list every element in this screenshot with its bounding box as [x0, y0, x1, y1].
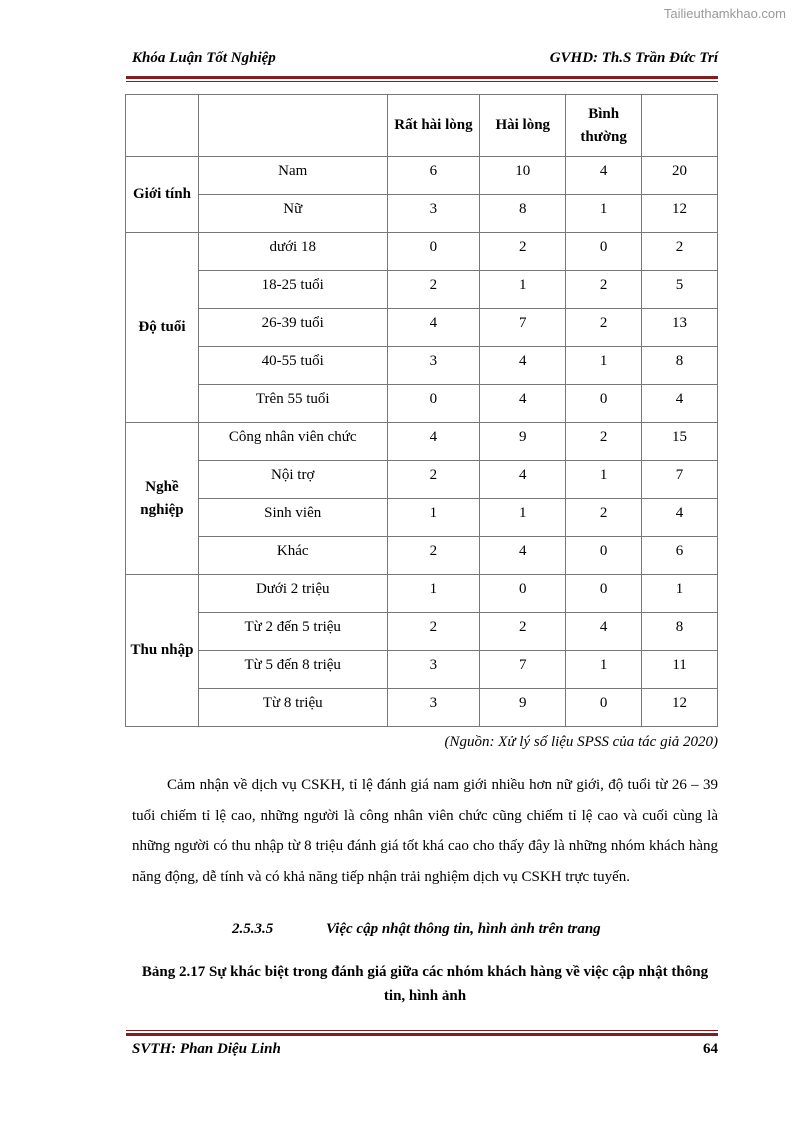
- section-heading: [232, 921, 601, 938]
- section-number: 2.5.3.5: [232, 921, 274, 937]
- row-label: Nội trợ: [198, 461, 387, 499]
- source-note: (Nguồn: Xử lý số liệu SPSS của tác giả 2020): [444, 734, 718, 750]
- row-label: Sinh viên: [198, 499, 387, 537]
- table-row: [126, 309, 718, 347]
- table-cell: 2: [480, 233, 566, 271]
- table-cell: 2: [387, 537, 480, 575]
- table-cell: 7: [642, 461, 718, 499]
- table-cell: 0: [387, 385, 480, 423]
- table-cell: 2: [566, 309, 642, 347]
- table-cell: 6: [387, 157, 480, 195]
- table-cell: 1: [480, 271, 566, 309]
- table-cell: 2: [387, 271, 480, 309]
- table-cell: 5: [642, 271, 718, 309]
- table-cell: 8: [480, 195, 566, 233]
- table-cell: 2: [566, 499, 642, 537]
- table-cell: 4: [480, 385, 566, 423]
- table-cell: 8: [642, 613, 718, 651]
- table-cell: 11: [642, 651, 718, 689]
- table-header-row: [126, 95, 718, 157]
- survey-table-body: [126, 95, 718, 727]
- table-cell: 1: [642, 575, 718, 613]
- table-cell: 12: [642, 689, 718, 727]
- header-empty-cell: [198, 95, 387, 157]
- table-cell: 2: [566, 423, 642, 461]
- table-row: [126, 537, 718, 575]
- table-cell: 0: [387, 233, 480, 271]
- footer-rule-thin: [126, 1030, 718, 1031]
- group-label: Độ tuổi: [126, 233, 199, 423]
- header-right: GVHD: Th.S Trần Đức Trí: [549, 50, 718, 66]
- table-row: [126, 651, 718, 689]
- table-cell: 1: [566, 461, 642, 499]
- table-cell: 9: [480, 689, 566, 727]
- table-cell: 3: [387, 651, 480, 689]
- table-cell: 1: [480, 499, 566, 537]
- header-rule-thick: [126, 76, 718, 79]
- table-cell: 9: [480, 423, 566, 461]
- table-row: [126, 499, 718, 537]
- table-cell: 2: [642, 233, 718, 271]
- row-label: 18-25 tuổi: [198, 271, 387, 309]
- table-cell: 0: [480, 575, 566, 613]
- table-cell: 0: [566, 385, 642, 423]
- table-row: [126, 613, 718, 651]
- row-label: Dưới 2 triệu: [198, 575, 387, 613]
- row-label: Từ 5 đến 8 triệu: [198, 651, 387, 689]
- group-label: Thu nhập: [126, 575, 199, 727]
- row-label: 40-55 tuổi: [198, 347, 387, 385]
- table-cell: 2: [387, 613, 480, 651]
- table-cell: 0: [566, 689, 642, 727]
- column-header: Rất hài lòng: [387, 95, 480, 157]
- table-row: [126, 271, 718, 309]
- table-row: [126, 385, 718, 423]
- table-cell: 12: [642, 195, 718, 233]
- column-header: Bình thường: [566, 95, 642, 157]
- column-header: Hài lòng: [480, 95, 566, 157]
- footer-rule-thick: [126, 1033, 718, 1036]
- table-cell: 4: [642, 385, 718, 423]
- table-cell: 4: [387, 423, 480, 461]
- table-row: [126, 157, 718, 195]
- header-left: Khóa Luận Tốt Nghiệp: [132, 50, 276, 66]
- table-row: [126, 461, 718, 499]
- row-label: Nữ: [198, 195, 387, 233]
- table-cell: 10: [480, 157, 566, 195]
- table-cell: 20: [642, 157, 718, 195]
- table-cell: 4: [480, 461, 566, 499]
- table-cell: 4: [480, 347, 566, 385]
- table-cell: 1: [566, 651, 642, 689]
- table-row: [126, 233, 718, 271]
- table-cell: 1: [566, 347, 642, 385]
- watermark: Tailieuthamkhao.com: [663, 6, 786, 21]
- row-label: 26-39 tuổi: [198, 309, 387, 347]
- header-empty-cell: [126, 95, 199, 157]
- table-row: [126, 575, 718, 613]
- row-label: Từ 8 triệu: [198, 689, 387, 727]
- table-row: [126, 347, 718, 385]
- table-cell: 6: [642, 537, 718, 575]
- table-cell: 4: [387, 309, 480, 347]
- row-label: Từ 2 đến 5 triệu: [198, 613, 387, 651]
- table-cell: 3: [387, 347, 480, 385]
- table-cell: 15: [642, 423, 718, 461]
- page-number: 64: [703, 1041, 718, 1057]
- table-cell: 4: [566, 613, 642, 651]
- table-cell: 0: [566, 575, 642, 613]
- row-label: dưới 18: [198, 233, 387, 271]
- table-cell: 1: [387, 499, 480, 537]
- row-label: Khác: [198, 537, 387, 575]
- row-label: Công nhân viên chức: [198, 423, 387, 461]
- table-cell: 2: [566, 271, 642, 309]
- body-paragraph: Cảm nhận về dịch vụ CSKH, tỉ lệ đánh giá nam giới nhiều hơn nữ giới, độ tuổi từ 26 – 39 tuổi chiếm tỉ lệ cao, những người là công nhân viên chức cũng chiếm tỉ lệ cao và cuối cùng là những người có thu nhập từ 8 triệu đánh giá tốt khá cao cho thấy đây là những nhóm khách hàng năng động, dễ tính và có khả năng tiếp nhận trải nghiệm dịch vụ CSKH trực tuyến.: [132, 777, 718, 885]
- table-caption: Bảng 2.17 Sự khác biệt trong đánh giá giữa các nhóm khách hàng về việc cập nhật thông tin, hình ảnh: [141, 964, 709, 1004]
- table-cell: 4: [566, 157, 642, 195]
- table-cell: 2: [387, 461, 480, 499]
- table-cell: 1: [566, 195, 642, 233]
- table-cell: 4: [480, 537, 566, 575]
- section-title: Việc cập nhật thông tin, hình ảnh trên trang: [326, 921, 601, 937]
- table-cell: 3: [387, 195, 480, 233]
- row-label: Trên 55 tuổi: [198, 385, 387, 423]
- survey-table: [125, 94, 718, 727]
- table-cell: 0: [566, 233, 642, 271]
- table-cell: 7: [480, 309, 566, 347]
- header-rule-thin: [126, 81, 718, 82]
- group-label: Nghề nghiệp: [126, 423, 199, 575]
- table-cell: 3: [387, 689, 480, 727]
- table-cell: 13: [642, 309, 718, 347]
- table-cell: 0: [566, 537, 642, 575]
- row-label: Nam: [198, 157, 387, 195]
- table-cell: 7: [480, 651, 566, 689]
- column-header: [642, 95, 718, 157]
- table-row: [126, 423, 718, 461]
- table-cell: 1: [387, 575, 480, 613]
- table-cell: 2: [480, 613, 566, 651]
- group-label: Giới tính: [126, 157, 199, 233]
- footer-author: SVTH: Phan Diệu Linh: [132, 1041, 281, 1057]
- table-row: [126, 195, 718, 233]
- table-cell: 8: [642, 347, 718, 385]
- table-row: [126, 689, 718, 727]
- table-cell: 4: [642, 499, 718, 537]
